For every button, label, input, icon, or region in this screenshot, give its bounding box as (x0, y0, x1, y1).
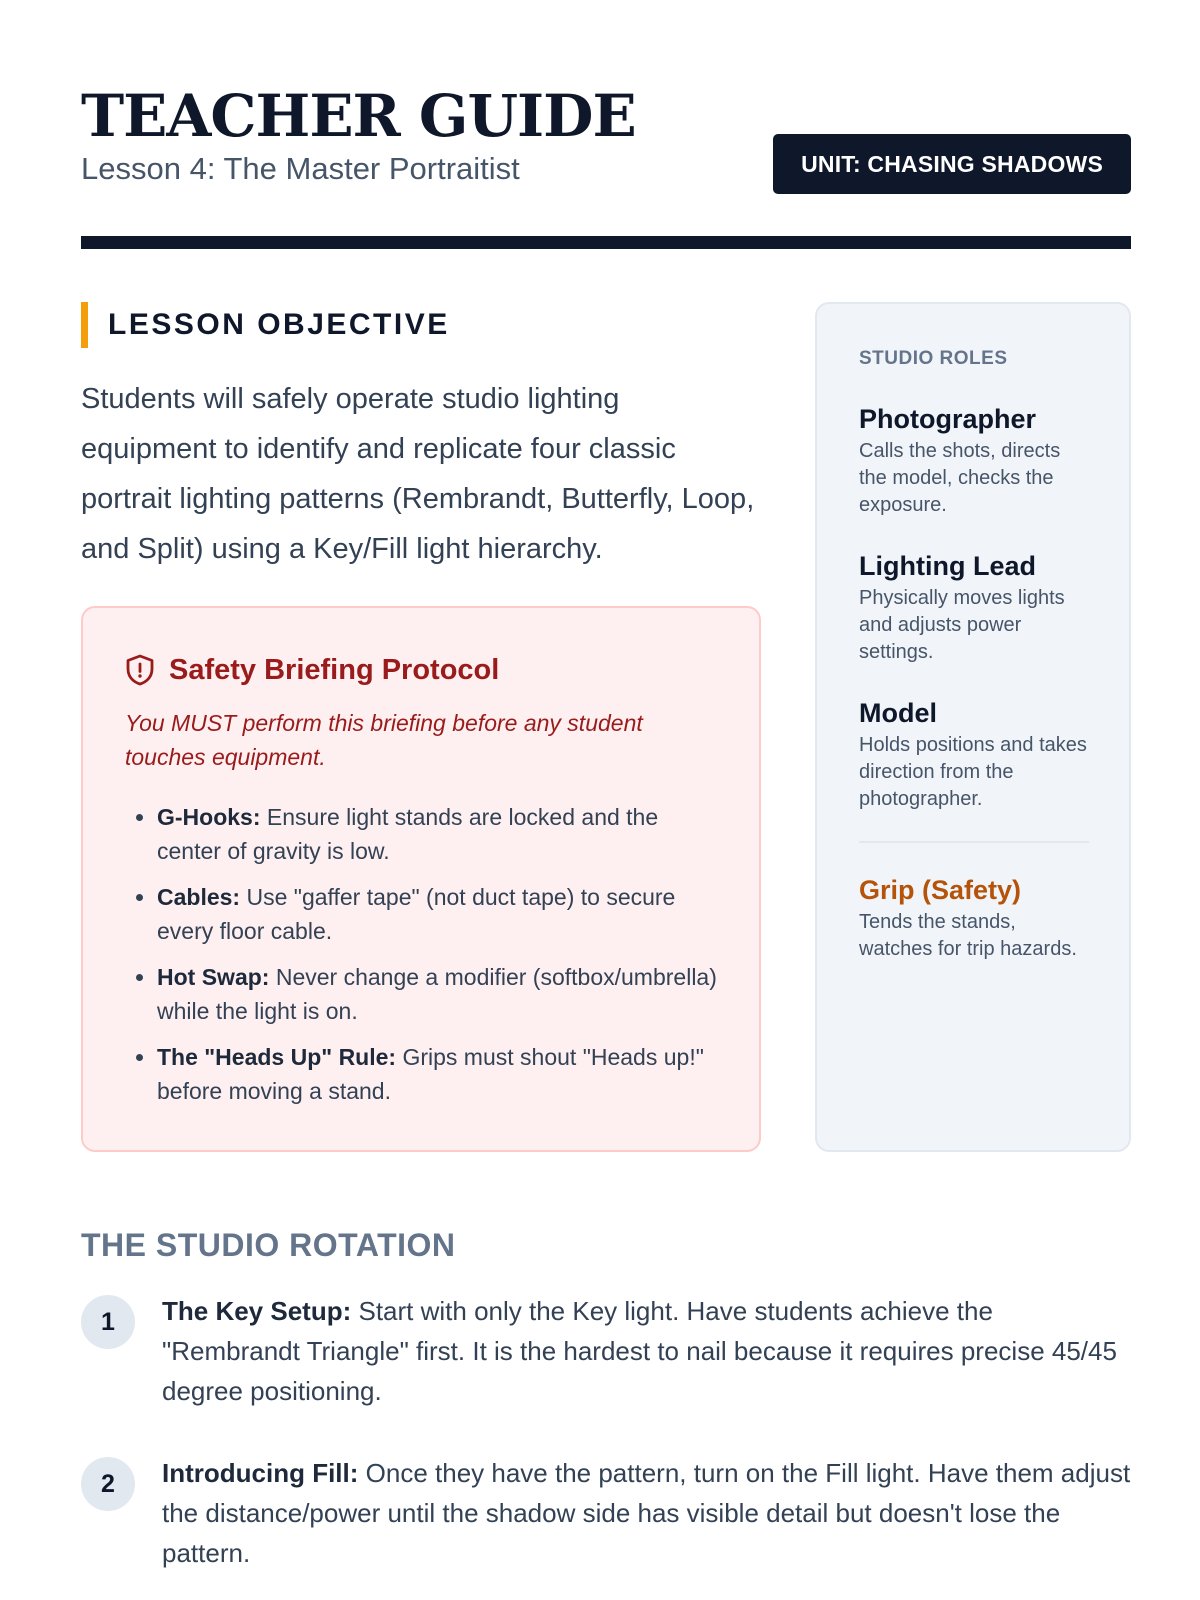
safety-item-label: Cables: (157, 884, 241, 910)
header-divider (81, 236, 1131, 249)
role-description: Tends the stands, watches for trip hazards. (859, 911, 1077, 960)
step-label: The Key Setup: (162, 1296, 352, 1326)
rotation-heading: THE STUDIO ROTATION (81, 1227, 456, 1263)
safety-item-label: The "Heads Up" Rule: (157, 1044, 397, 1070)
safety-item-label: G-Hooks: (157, 804, 261, 830)
unit-badge: UNIT: CHASING SHADOWS (773, 134, 1131, 194)
step-text (162, 1453, 1131, 1573)
safety-note: You MUST perform this briefing before any student touches equipment. (125, 710, 643, 770)
step-body: Start with only the Key light. Have students achieve the "Rembrandt Triangle" first. It is the hardest to nail because it requires precise 45/45 degree positioning. (162, 1296, 1117, 1406)
safety-item (157, 960, 719, 1028)
safety-item-text: Use "gaffer tape" (not duct tape) to secure every floor cable. (157, 884, 676, 944)
role-photographer (859, 402, 1089, 519)
role-name: Grip (Safety) (859, 875, 1022, 905)
safety-briefing-box (81, 606, 761, 1152)
safety-item (157, 1040, 719, 1108)
role-description: Holds positions and takes direction from the photographer. (859, 734, 1087, 810)
step-text (162, 1291, 1131, 1411)
safety-item (157, 800, 719, 868)
rotation-step (81, 1291, 1131, 1411)
step-number-badge: 1 (81, 1295, 135, 1349)
role-grip-safety (859, 873, 1089, 963)
safety-item (157, 880, 719, 948)
lesson-subtitle: Lesson 4: The Master Portraitist (81, 151, 520, 186)
safety-item-text: Grips must shout "Heads up!" before moving a stand. (157, 1044, 704, 1104)
role-name: Lighting Lead (859, 551, 1036, 581)
step-label: Introducing Fill: (162, 1458, 359, 1488)
role-name: Model (859, 698, 937, 728)
role-name: Photographer (859, 404, 1037, 434)
shield-alert-icon (125, 654, 155, 686)
step-number-badge: 2 (81, 1457, 135, 1511)
role-lighting-lead (859, 549, 1089, 666)
page-title: TEACHER GUIDE (81, 82, 636, 150)
role-description: Calls the shots, directs the model, checks the exposure. (859, 440, 1061, 516)
studio-roles-label: STUDIO ROLES (859, 348, 1008, 369)
studio-roles-sidebar (815, 302, 1131, 1152)
role-description: Physically moves lights and adjusts power settings. (859, 587, 1065, 663)
step-body: Once they have the pattern, turn on the Fill light. Have them adjust the distance/power until the shadow side has visible detail but doesn't lose the pattern. (162, 1458, 1131, 1568)
safety-list (125, 800, 719, 1108)
role-model (859, 696, 1089, 813)
safety-title-row (125, 650, 719, 690)
safety-item-label: Hot Swap: (157, 964, 270, 990)
header (81, 82, 1131, 202)
objective-heading: LESSON OBJECTIVE (81, 302, 761, 348)
lesson-objective-section (81, 302, 761, 574)
roles-divider (859, 841, 1089, 843)
rotation-step (81, 1453, 1131, 1573)
safety-item-text: Ensure light stands are locked and the center of gravity is low. (157, 804, 659, 864)
safety-title: Safety Briefing Protocol (169, 654, 500, 686)
objective-text: Students will safely operate studio lighting equipment to identify and replicate four classic portrait lighting patterns (Rembrandt, Butterfly, Loop, and Split) using a Key/Fill light hierarchy. (81, 383, 755, 565)
safety-item-text: Never change a modifier (softbox/umbrella) while the light is on. (157, 964, 717, 1024)
